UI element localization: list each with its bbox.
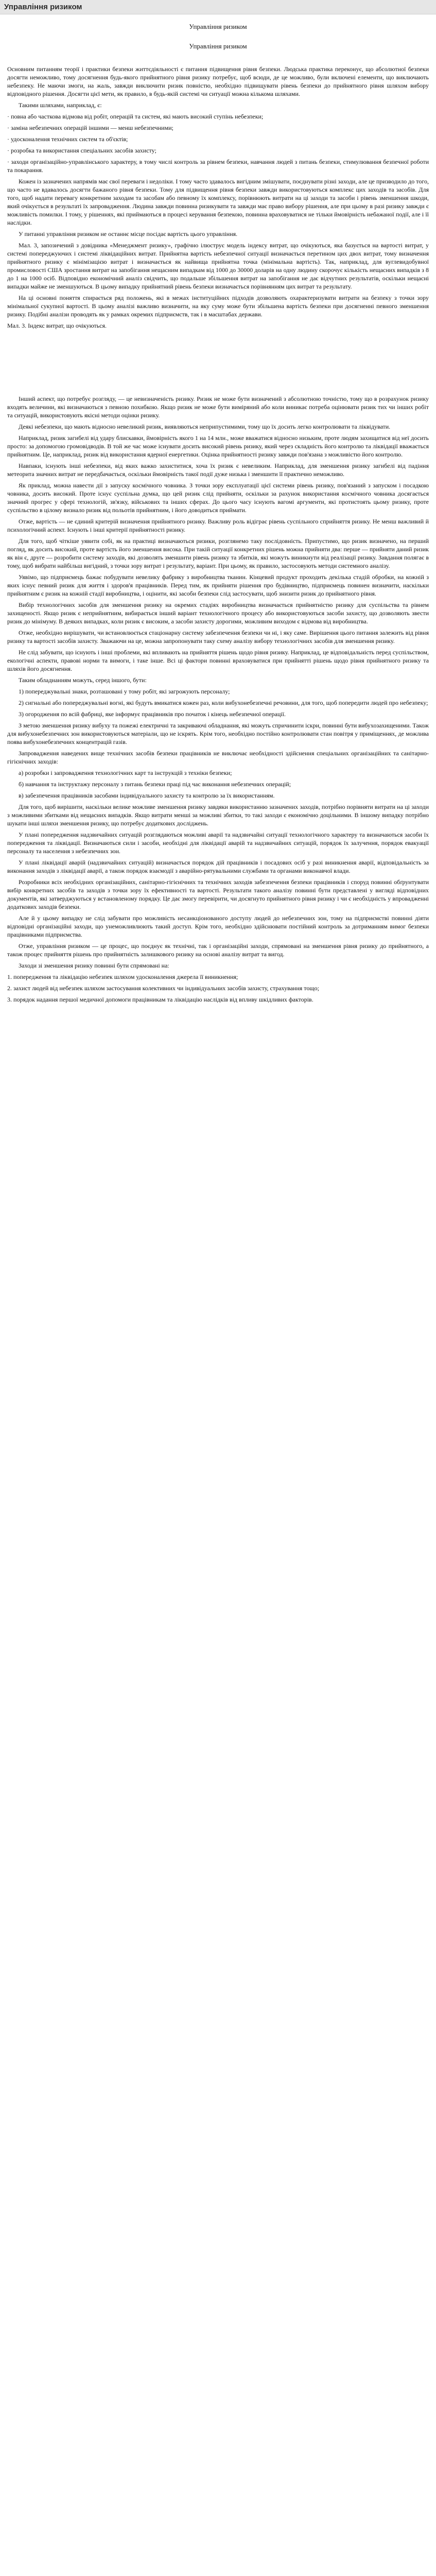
paragraph: Для того, щоб чіткіше уявити собі, як на практиці визначаються ризики, розглянемо таку послідовність. Припустимо, що ризик визначено, на перший погляд, як досить високий, проте вартість його зменшення висока. При такій ситуації конкретних рішень можна прийняти два: перше — прийняти даний ризик як він є, друге — розробити систему заходів, які дозволять зменшити рівень ризику та збитків, які можуть виникнути від реалізації ризику. Завдання полягає в тому, щоб вибрати найбільш вигідний, з точки зору витрат і результату, варіант. При цьому, як правило, застосовують методи системного аналізу.	[7, 537, 429, 569]
paragraph: Запровадження наведених вище технічних засобів безпеки працівників не виключає необхідності здійснення спеціальних організаційних та санітарно-гігієнічних заходів:	[7, 750, 429, 765]
paragraph: У питанні управління ризиком не останнє місце посідає вартість цього управління.	[19, 230, 238, 238]
paragraph: Отже, вартість — не єдиний критерій визначення прийнятного ризику. Важливу роль відіграє рівень суспільного сприйняття ризику. Не менш важливий й психологічний аспект. Існують і інші критерії прийнятності ризику.	[7, 518, 429, 533]
paragraph: Навпаки, існують інші небезпеки, від яких важко захиститися, хоча їх ризик є невеликим. Наприклад, для зменшення ризику загибелі від падіння метеорита значних витрат не передбачається, оскільки ймовірність такої події дуже низька і зменшити її практично неможливо.	[7, 462, 429, 478]
paragraph: Як приклад, можна навести дії з запуску космічного човника. З точки зору експлуатації цієї системи рівень ризику, пов'язаний з запуском і посадкою човника, досить високий. Проте існує суспільна думка, що цей ризик слід прийняти, оскільки за рахунок використання космічного човника досягається значний прогрес у сфері технологій, зв'язку, військових та інших сферах. До цього часу існують вагомі аргументи, які протистоять цьому ризику, проте суспільство в цілому визнало ризик від польотів прийнятним, і його доводиться приймати.	[7, 482, 429, 514]
figure-placeholder-space	[7, 333, 429, 395]
list-item: · повна або часткова відмова від робіт, операцій та систем, які мають високий ступінь небезпеки;	[7, 113, 264, 120]
main-section	[7, 395, 429, 1004]
paragraph: З метою зменшення ризику вибуху та пожежі електричні та закриваючі обладнання, які можуть спричинити іскри, повинні бути вибухозахищеними. Також для вибухонебезпечних зон використовуються матеріали, що не іскрять. Крім того, необхідно постійно контролювати стан повітря у приміщеннях, де можлива поява вибухонебезпечних концентрацій газів.	[7, 722, 429, 745]
list-item: · удосконалення технічних систем та об'єктів;	[7, 135, 128, 143]
paragraph: Таким обладнанням можуть, серед іншого, бути:	[19, 676, 147, 684]
list-item: б) навчання та інструктажу персоналу з питань безпеки праці під час виконання небезпечних операцій;	[19, 781, 291, 788]
list-item: 2) сигнальні або попереджувальні вогні, які будуть вмикатися кожен раз, коли вибухонебезпечні речовини, для того, щоб попередити людей про небезпеку;	[19, 699, 428, 706]
paragraph: Але й у цьому випадку не слід забувати про можливість несанкціонованого доступу людей до небезпечних зон, тому на підприємстві повинні діяти відповідні організаційні заходи, що унеможливлюють такий доступ. Крім того, необхідно здійснювати постійний контроль за дотриманням вимог безпеки працівниками підприємства.	[7, 914, 429, 938]
list-item: 1) попереджувальні знаки, розташовані у тому робіт, які загрожують персоналу;	[19, 688, 230, 695]
paragraph: На ці основні поняття спирається ряд положень, які в межах інституційних підходів дозволяють охарактеризувати витрати на безпеку з точки зору мінімальної сукупної вартості. В цьому аналізі важливо визначити, на яку суму може бути збільшена вартість безпеки при досягненні певного зменшення ризику. Подібні аналізи проводять як у рамках окремих підприємств, так і в масштабах держави.	[7, 294, 429, 318]
paragraph: Отже, необхідно вирішувати, чи встановлюється стаціонарну систему забезпечення безпеки чи ні, і яку саме. Вирішення цього питання залежить від рівня ризику та вартості засобів захисту. Зважаючи на це, можна запропонувати таку схему аналізу вибору технологічних засобів для зменшення ризику.	[7, 629, 429, 645]
article-content	[0, 14, 436, 1012]
paragraph: Не слід забувати, що існують і інші проблеми, які впливають на прийняття рішень щодо рівня ризику. Наприклад, це відповідальність перед суспільством, екологічні аспекти, правові норми та вимоги, і таке інше. Всі ці фактори повинні враховуватися при прийнятті рішень щодо рівня прийнятного ризику та шляхів його досягнення.	[7, 649, 429, 672]
paragraph: Уявімо, що підприємець бажає побудувати невелику фабрику з виробництва тканин. Кінцевий продукт проходить декілька стадій обробки, на кожній з яких існує певний ризик для життя і здоров'я працівників. Перед тим, як прийняти рішення про будівництво, підприємець повинен визначити, наскільки прийнятним є ризик на кожній стадії виробництва, і оцінити, які засоби безпеки слід застосувати, щоб знизити ризик до прийнятного рівня.	[7, 573, 429, 597]
list-item: 2. захист людей від небезпек шляхом застосування колективних чи індивідуальних засобів захисту, страхування тощо;	[7, 985, 319, 992]
paragraph: Мал. 3, запозичений з довідника «Менеджмент ризику», графічно ілюструє модель індексу витрат, що очікуються, яка базується на вартості витрат, у системі попереджуючих і системі ліквідаційних витрат. Прийнятна вартість небезпечної ситуації визначається перетином цих двох витрат, тому визначення прийнятного ризику є мінімізацією витрат і визначається як найвища прийнятна точка (мінімальна вартість). Так, наприклад, для вуглевидобувної промисловості США зростання витрат на запобігання нещасним випадкам від 1000 до 30000 доларів на одну людину скорочує кількість нещасних випадків з 8 до 1 на 1000 осіб. Відповідно економічний аналіз свідчить, що подальше збільшення витрат на запобігання не дає відчутних результатів, оскільки нещасні випадки майже не зменшуються. В цьому випадку прийнятний рівень безпеки визначається порівнянням цих витрат та результату.	[7, 242, 429, 290]
figure-caption: Мал. 3. Індекс витрат, що очікуються.	[7, 322, 107, 329]
paragraph: У плані ліквідації аварій (надзвичайних ситуацій) визначається порядок дій працівників і посадових осіб у разі виникнення аварії, відповідальність за виконання заходів з ліквідації аварії, а також порядок взаємодії з аварійно-рятувальними службами та органами виконавчої влади.	[7, 859, 429, 874]
intro-section	[7, 65, 429, 330]
page-header	[0, 0, 436, 14]
paragraph: Для того, щоб вирішити, наскільки велике можливе зменшення ризику завдяки використанню зазначених заходів, потрібно порівняти витрати на ці заходи з можливими збитками від нещасних випадків. Якщо витрати менші за можливі збитки, то такі заходи є економічно доцільними. В іншому випадку потрібно шукати інші шляхи зменшення ризику, що потребує додаткових досліджень.	[7, 803, 429, 827]
paragraph: Основним питанням теорії і практики безпеки життєдіяльності є питання підвищення рівня безпеки. Людська практика переконує, що абсолютної безпеки досягти неможливо, тому досягнення будь-якого прийнятного рівня ризику потребує, щоб всюди, де це можливо, були включені елементи, що виключають небезпеку. Не маючи змоги, на жаль, завжди виключити ризик повністю, необхідно підвищувати рівень безпеки до прийнятного рівня шляхом вибору відповідного рішення. Досягти цієї мети, як правило, в будь-якій системі чи ситуації можна кількома шляхами.	[7, 65, 429, 97]
list-item: · розробка та використання спеціальних засобів захисту;	[7, 147, 156, 154]
paragraph: Кожен із зазначених напрямів має свої переваги і недоліки. І тому часто здавалось вигідним змішувати, поєднувати різні заходи, але це призводило до того, що часто не вдавалось досягти бажаного рівня безпеки. Тому для підвищення рівня безпеки завжди використовуються комплекс цих заходів та засобів. Для того, щоб надати перевагу конкретним заходам та засобам або певному їх комплексу, порівнюють витрати на ці заходи та засоби і рівень зменшення шкоди, який очікується в результаті їх запровадження. Людина завжди повинна ризикувати та завжди має право вибору рішення, але при цьому в разі ризику завжди є можливість помилки. І тому, у рішеннях, які приймаються в процесі керування безпекою, повинна враховуватися не тільки ймовірність небажаної події, але і її наслідки.	[7, 178, 429, 226]
list-item: а) розробки і запровадження технологічних карт та інструкцій з техніки безпеки;	[19, 769, 232, 776]
article-heading: Управління ризиком	[189, 23, 247, 30]
article-subheading: Управління ризиком	[189, 42, 247, 50]
list-item: 3) огородження по всій фабриці, яке інформує працівників про початок і кінець небезпечної операції.	[19, 710, 286, 718]
paragraph: Інший аспект, що потребує розгляду, — це невизначеність ризику. Ризик не може бути визначений з абсолютною точністю, тому що в розрахунок ризику входять величини, які визначаються з певною похибкою. Якщо ризик не може бути виміряний або коли виникає потреба оцінювати ризик тих чи інших робіт та ситуацій, використовують якісні методи оцінки ризику.	[7, 395, 429, 419]
paragraph: Заходи зі зменшення ризику повинні бути спрямовані на:	[19, 962, 169, 969]
paragraph: Наприклад, ризик загибелі від удару блискавки, ймовірність якого 1 на 14 млн., може вважатися відносно низьким, проте людям захищатися від неї досить просто: за допомогою громовідводів. В той же час може існувати досить високий рівень ризику, який через складність його контролю та ліквідації вважається прийнятним. Це, наприклад, ризик від використання ядерної енергетики. Оцінка прийнятності ризику завжди пов'язана з можливістю його контролю.	[7, 434, 429, 458]
list-item: 3. порядок надання першої медичної допомоги працівникам та ліквідацію наслідків від впливу шкідливих факторів.	[7, 996, 313, 1003]
paragraph: Отже, управління ризиком — це процес, що поєднує як технічні, так і організаційні заходи, спрямовані на зменшення рівня ризику до прийнятного, а також процес прийняття рішень про прийнятність залишкового ризику на основі аналізу витрат та вигод.	[7, 942, 429, 958]
list-item: · заходи організаційно-управлінського характеру, в тому числі контроль за рівнем безпеки, навчання людей з питань безпеки, стимулювання безпечної роботи та покарання.	[7, 158, 429, 174]
paragraph: У плані попередження надзвичайних ситуацій розглядаються можливі аварії та надзвичайні ситуації технологічного характеру та визначаються засоби їх попередження та ліквідації. Визначаються сили і засоби, необхідні для ліквідації аварій та надзвичайних ситуацій, порядок їх залучення, порядок евакуації персоналу та населення з небезпечних зон.	[7, 831, 429, 855]
list-item: · заміна небезпечних операцій іншими — менш небезпечними;	[7, 124, 173, 131]
paragraph: Вибір технологічних засобів для зменшення ризику на окремих стадіях виробництва визначається прийнятністю ризику для суспільства та рівнем захищеності. Якщо ризик є неприйнятним, вибирається інший варіант технологічного процесу або використовуються засоби захисту, що дозволяють звести ризик до мінімуму. В деяких випадках, коли ризик є високим, а засоби захисту дорогими, можливим виходом є відмова від виробництва.	[7, 601, 429, 625]
paragraph: Деякі небезпеки, що мають відносно невеликий ризик, виявляються неприпустимими, тому що їх досить легко контролювати та ліквідувати.	[19, 423, 391, 430]
list-item: 1. попередження та ліквідацію небезпек шляхом удосконалення джерела її виникнення;	[7, 973, 238, 980]
paragraph: Такими шляхами, наприклад, є:	[19, 101, 102, 109]
page-title: Управління ризиком	[4, 3, 82, 11]
list-item: в) забезпечення працівників засобами індивідуального захисту та контролю за їх використанням.	[19, 792, 275, 799]
paragraph: Розробники всіх необхідних організаційних, санітарно-гігієнічних та технічних заходів забезпечення безпеки працівників і споруд повинні обґрунтувати вибір конкретних засобів та заходів з точки зору їх ефективності та вартості. Результати такого аналізу повинні бути представлені у вигляді відповідних документів, які затверджуються у встановленому порядку. Це дає змогу перевірити, чи досягнуто прийнятного рівня ризику і чи є необхідність у впровадженні додаткових заходів безпеки.	[7, 878, 429, 910]
